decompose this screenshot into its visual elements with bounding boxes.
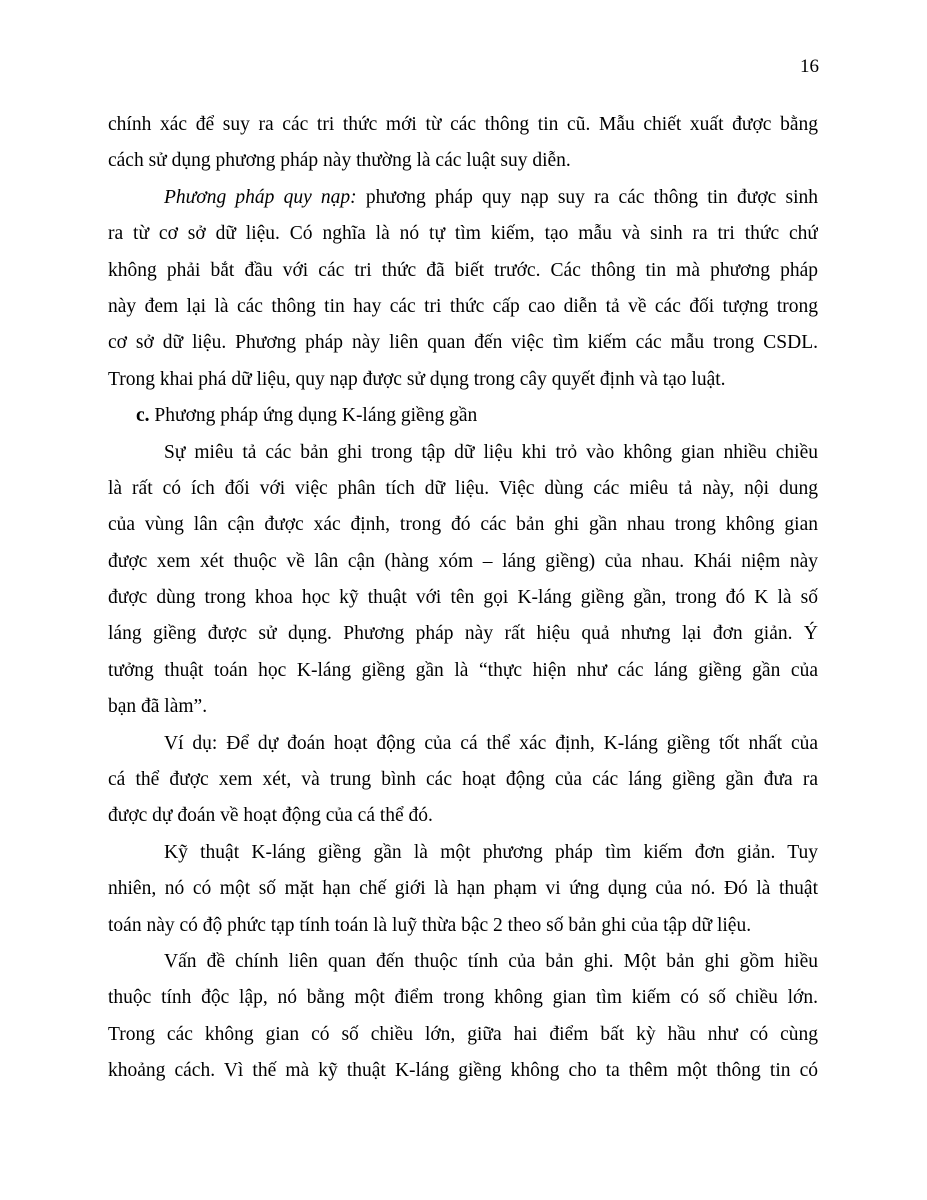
text-line: không phải bắt đầu với các tri thức đã biết trước. Các thông tin mà phương pháp xyxy=(108,259,818,281)
text-line: cá thể được xem xét, và trung bình các hoạt động của các láng giềng gần đưa ra xyxy=(108,769,818,791)
text-line: được dự đoán về hoạt động của cá thể đó. xyxy=(108,805,433,827)
text-line: Ví dụ: Để dự đoán hoạt động của cá thể xác định, K-láng giềng tốt nhất của xyxy=(164,732,818,754)
text-line: này đem lại là các thông tin hay các tri thức cấp cao diễn tả về các đối tượng trong xyxy=(108,295,818,317)
text-line: tưởng thuật toán học K-láng giềng gần là “thực hiện như các láng giềng gần của xyxy=(108,659,818,681)
text-line: nhiên, nó có một số mặt hạn chế giới là hạn phạm vi ứng dụng của nó. Đó là thuật xyxy=(108,878,818,900)
text-line: là rất có ích đối với việc phân tích dữ liệu. Việc dùng các miêu tả này, nội dung xyxy=(108,477,818,499)
text-line: Kỹ thuật K-láng giềng gần là một phương pháp tìm kiếm đơn giản. Tuy xyxy=(164,841,818,863)
text-line: Vấn đề chính liên quan đến thuộc tính của bản ghi. Một bản ghi gồm hiều xyxy=(164,950,818,972)
text-line: ra từ cơ sở dữ liệu. Có nghĩa là nó tự tìm kiếm, tạo mẫu và sinh ra tri thức chứ xyxy=(108,223,818,245)
section-heading: c. Phương pháp ứng dụng K-láng giềng gần xyxy=(136,405,478,427)
heading-letter: c. xyxy=(136,405,150,427)
text-line: khoảng cách. Vì thế mà kỹ thuật K-láng giềng không cho ta thêm một thông tin có xyxy=(108,1060,818,1082)
italic-lead: Phương pháp quy nạp: xyxy=(164,186,357,208)
text-line: của vùng lân cận được xác định, trong đó các bản ghi gần nhau trong không gian xyxy=(108,514,818,536)
text-line: láng giềng được sử dụng. Phương pháp này rất hiệu quả nhưng lại đơn giản. Ý xyxy=(108,623,818,645)
text-line: thuộc tính độc lập, nó bằng một điểm trong không gian tìm kiếm có số chiều lớn. xyxy=(108,987,818,1009)
body-text xyxy=(108,107,818,1090)
text-line: được xem xét thuộc về lân cận (hàng xóm – láng giềng) của nhau. Khái niệm này xyxy=(108,550,818,572)
text-line: được dùng trong khoa học kỹ thuật với tên gọi K-láng giềng gần, trong đó K là số xyxy=(108,587,818,609)
text-line: Trong khai phá dữ liệu, quy nạp được sử dụng trong cây quyết định và tạo luật. xyxy=(108,368,726,390)
text-line: Sự miêu tả các bản ghi trong tập dữ liệu khi trỏ vào không gian nhiều chiều xyxy=(164,441,818,463)
text-line: chính xác để suy ra các tri thức mới từ các thông tin cũ. Mẫu chiết xuất được bằng xyxy=(108,114,818,135)
text-line: cách sử dụng phương pháp này thường là các luật suy diễn. xyxy=(108,150,571,172)
page-number: 16 xyxy=(800,56,819,77)
text-line: cơ sở dữ liệu. Phương pháp này liên quan đến việc tìm kiếm các mẫu trong CSDL. xyxy=(108,332,818,354)
text-line: Phương pháp quy nạp: phương pháp quy nạp suy ra các thông tin được sinh xyxy=(164,186,818,208)
text-line: Trong các không gian có số chiều lớn, giữa hai điểm bất kỳ hầu như có cùng xyxy=(108,1023,818,1045)
text-line: toán này có độ phức tạp tính toán là luỹ thừa bậc 2 theo số bản ghi của tập dữ liệu. xyxy=(108,914,752,936)
text-line: bạn đã làm”. xyxy=(108,696,208,718)
